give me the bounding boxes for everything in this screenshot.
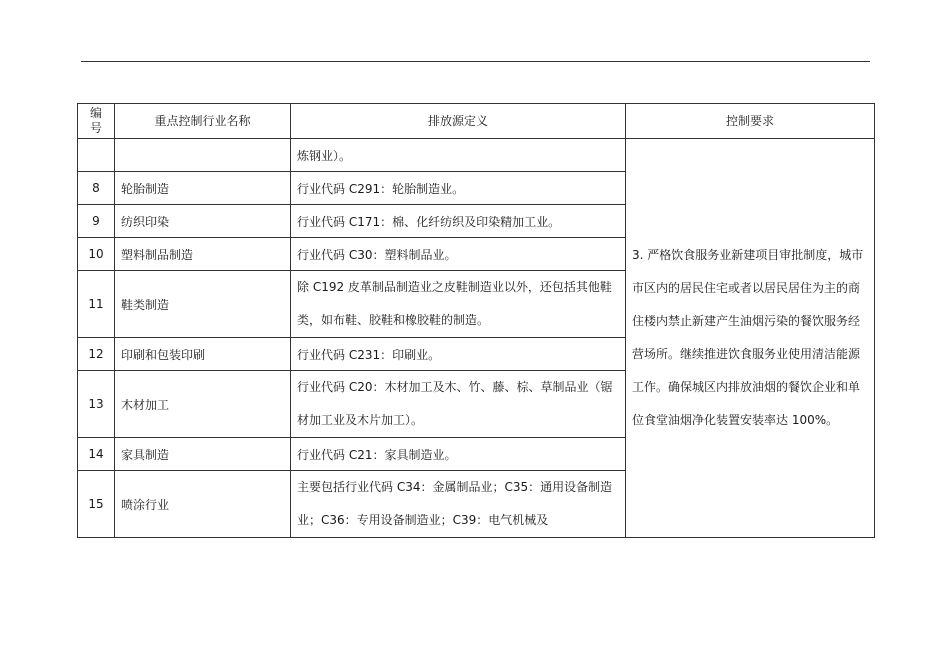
row-name: 纺织印染: [115, 205, 291, 238]
row-name: [115, 139, 291, 172]
row-num: 14: [78, 438, 115, 471]
row-definition: 行业代码 C21：家具制造业。: [291, 438, 626, 471]
row-definition: 行业代码 C291：轮胎制造业。: [291, 172, 626, 205]
row-num: 11: [78, 271, 115, 338]
row-name: 轮胎制造: [115, 172, 291, 205]
table-header-row: [78, 104, 875, 139]
table-row: [78, 139, 875, 172]
row-name: 塑料制品制造: [115, 238, 291, 271]
header-num: 编号: [78, 104, 115, 139]
row-num: 12: [78, 338, 115, 371]
row-num: [78, 139, 115, 172]
row-definition: 行业代码 C231：印刷业。: [291, 338, 626, 371]
header-definition: 排放源定义: [291, 104, 626, 139]
row-name: 印刷和包装印刷: [115, 338, 291, 371]
row-definition: 行业代码 C30：塑料制品业。: [291, 238, 626, 271]
row-num: 9: [78, 205, 115, 238]
row-num: 13: [78, 371, 115, 438]
header-requirement: 控制要求: [626, 104, 875, 139]
row-num: 15: [78, 471, 115, 538]
row-definition: 除 C192 皮革制品制造业之皮鞋制造业以外，还包括其他鞋类，如布鞋、胶鞋和橡胶鞋的制造。: [291, 271, 626, 338]
header-name: 重点控制行业名称: [115, 104, 291, 139]
row-name: 木材加工: [115, 371, 291, 438]
row-definition: 主要包括行业代码 C34：金属制品业；C35：通用设备制造业；C36：专用设备制造业；C39：电气机械及: [291, 471, 626, 538]
row-definition: 行业代码 C20：木材加工及木、竹、藤、棕、草制品业（锯材加工业及木片加工）。: [291, 371, 626, 438]
row-definition: 炼钢业）。: [291, 139, 626, 172]
header-rule: [81, 61, 870, 62]
row-name: 鞋类制造: [115, 271, 291, 338]
row-num: 8: [78, 172, 115, 205]
industry-control-table: [77, 103, 875, 538]
control-requirement: 3. 严格饮食服务业新建项目审批制度，城市市区内的居民住宅或者以居民居住为主的商住楼内禁止新建产生油烟污染的餐饮服务经营场所。继续推进饮食服务业使用清洁能源工作。确保城区内排放油烟的餐饮企业和单位食堂油烟净化装置安装率达 100%。: [626, 139, 875, 538]
row-num: 10: [78, 238, 115, 271]
row-name: 家具制造: [115, 438, 291, 471]
row-name: 喷涂行业: [115, 471, 291, 538]
row-definition: 行业代码 C171：棉、化纤纺织及印染精加工业。: [291, 205, 626, 238]
